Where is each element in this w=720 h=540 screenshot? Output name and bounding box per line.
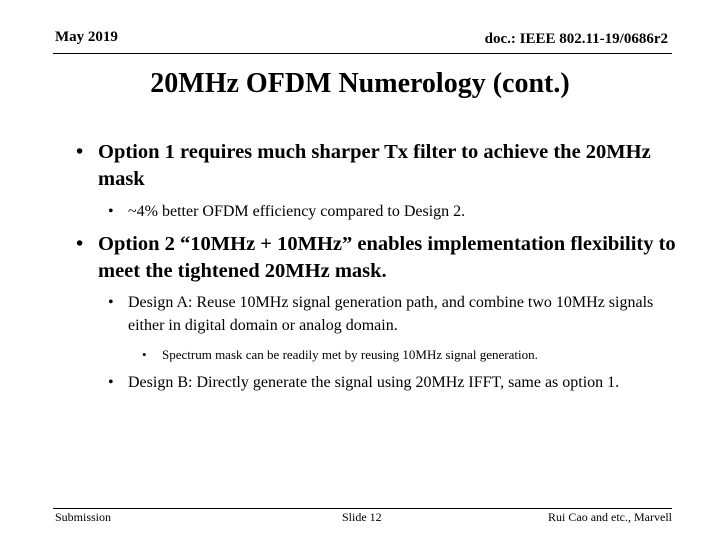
bullet-design-b	[108, 371, 678, 394]
bullet-option-1	[76, 139, 676, 193]
bullet-marker: •	[108, 294, 114, 311]
bullet-option-2-text: Option 2 “10MHz + 10MHz” enables implementation flexibility to meet the tightened 20MHz mask.	[98, 233, 676, 282]
bullet-marker: •	[108, 203, 114, 220]
bullet-design-a-text: Design A: Reuse 10MHz signal generation path, and combine two 10MHz signals either in digital domain or analog domain.	[128, 294, 654, 334]
slide-title: 20MHz OFDM Numerology (cont.)	[150, 68, 570, 99]
bullet-marker: •	[76, 233, 84, 255]
bullet-design-a-sub	[142, 346, 702, 364]
footer-submission: Submission	[55, 510, 112, 524]
bullet-option-2	[76, 231, 676, 285]
footer-divider	[53, 508, 672, 509]
header-divider	[53, 53, 672, 54]
bullet-design-a	[108, 291, 678, 337]
bullet-marker: •	[142, 347, 147, 362]
bullet-option-1-sub-text: ~4% better OFDM efficiency compared to Design 2.	[128, 203, 466, 220]
bullet-option-1-sub	[108, 200, 668, 223]
bullet-design-b-text: Design B: Directly generate the signal using 20MHz IFFT, same as option 1.	[128, 374, 620, 391]
footer-slide-number: Slide 12	[342, 510, 382, 524]
bullet-option-1-text: Option 1 requires much sharper Tx filter to achieve the 20MHz mask	[98, 141, 651, 190]
header-date: May 2019	[55, 29, 118, 45]
bullet-design-a-sub-text: Spectrum mask can be readily met by reusing 10MHz signal generation.	[162, 347, 538, 362]
bullet-marker: •	[76, 141, 84, 163]
bullet-marker: •	[108, 374, 114, 391]
footer-author: Rui Cao and etc., Marvell	[548, 510, 672, 524]
header-doc-id: doc.: IEEE 802.11-19/0686r2	[484, 31, 668, 47]
